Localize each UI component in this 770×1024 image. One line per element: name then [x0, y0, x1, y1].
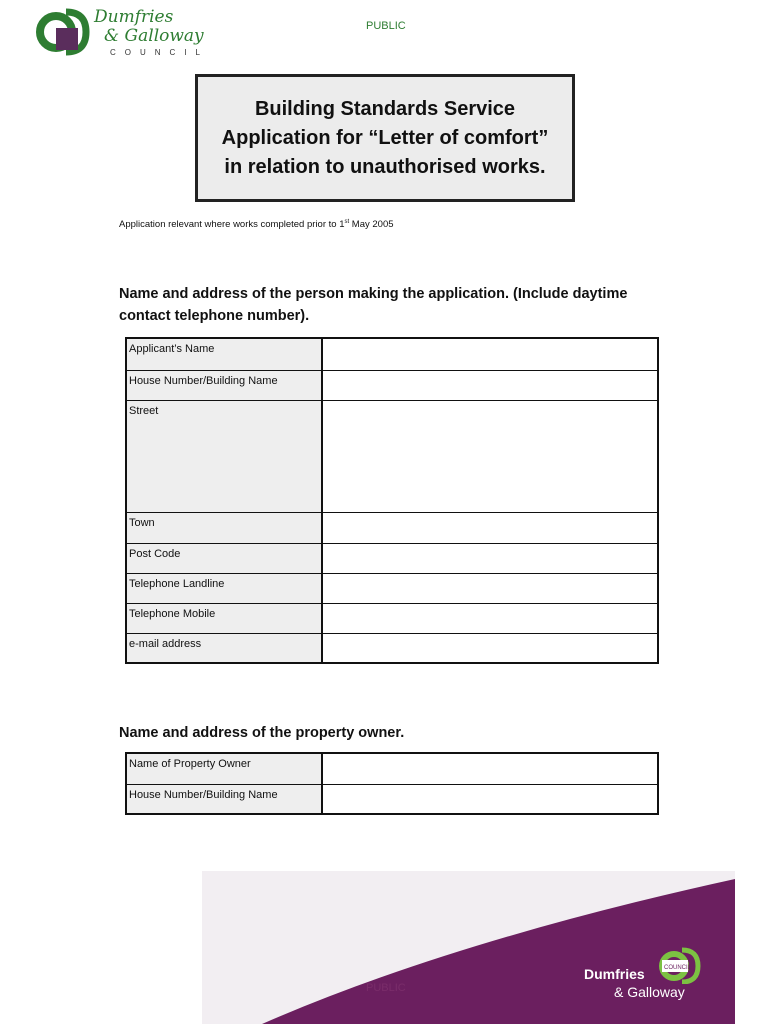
house-number-field[interactable] [322, 370, 658, 400]
field-label: Telephone Landline [126, 573, 322, 603]
note-superscript: st [344, 219, 350, 225]
field-label: Street [126, 400, 322, 512]
table-row [126, 603, 658, 633]
security-marking: PUBLIC [366, 20, 406, 32]
footer-logo [584, 944, 704, 1004]
table-row [126, 573, 658, 603]
table-row [126, 543, 658, 573]
title-line-1: Building Standards Service [254, 97, 516, 120]
note-text: Application relevant where works completed prior to 1 [119, 219, 345, 231]
footer-logo-line-1: Dumfries [584, 966, 645, 982]
title-box [195, 74, 575, 202]
council-logo [36, 6, 236, 60]
field-label: House Number/Building Name [126, 784, 322, 814]
table-row [126, 784, 658, 814]
field-label: Telephone Mobile [126, 603, 322, 633]
table-row [126, 400, 658, 512]
table-row [126, 633, 658, 663]
field-label: Post Code [126, 543, 322, 573]
field-label: e-mail address [126, 633, 322, 663]
footer-logo-council: COUNCIL [664, 965, 692, 971]
footer-security-marking: PUBLIC [366, 982, 406, 994]
footer-logo-line-2: & Galloway [614, 984, 685, 1000]
title-line-2: Application for “Letter of comfort” [221, 126, 549, 149]
email-field[interactable] [322, 633, 658, 663]
telephone-landline-field[interactable] [322, 573, 658, 603]
table-row [126, 370, 658, 400]
council-emblem-icon [36, 6, 92, 56]
owner-form-table [125, 752, 659, 815]
owner-name-field[interactable] [322, 753, 658, 784]
table-row [126, 753, 658, 784]
field-label: Town [126, 512, 322, 543]
note-tail: May 2005 [349, 219, 394, 231]
title-line-3: in relation to unauthorised works. [224, 155, 546, 178]
owner-section-heading: Name and address of the property owner. [119, 725, 405, 741]
owner-house-number-field[interactable] [322, 784, 658, 814]
page-title [222, 95, 549, 182]
logo-council: COUNCIL [110, 48, 210, 57]
applicant-section-heading: Name and address of the person making the application. (Include daytime contact telephone number). [119, 286, 628, 324]
field-label: Name of Property Owner [126, 753, 322, 784]
table-row [126, 512, 658, 543]
telephone-mobile-field[interactable] [322, 603, 658, 633]
post-code-field[interactable] [322, 543, 658, 573]
application-note [119, 219, 394, 230]
table-row [126, 338, 658, 370]
field-label: House Number/Building Name [126, 370, 322, 400]
logo-line-2: & Galloway [104, 26, 204, 46]
street-field[interactable] [322, 400, 658, 512]
field-label: Applicant’s Name [126, 338, 322, 370]
applicant-form-table [125, 337, 659, 664]
town-field[interactable] [322, 512, 658, 543]
applicant-name-field[interactable] [322, 338, 658, 370]
footer-emblem-icon [658, 944, 702, 984]
logo-line-1: Dumfries [94, 7, 174, 27]
